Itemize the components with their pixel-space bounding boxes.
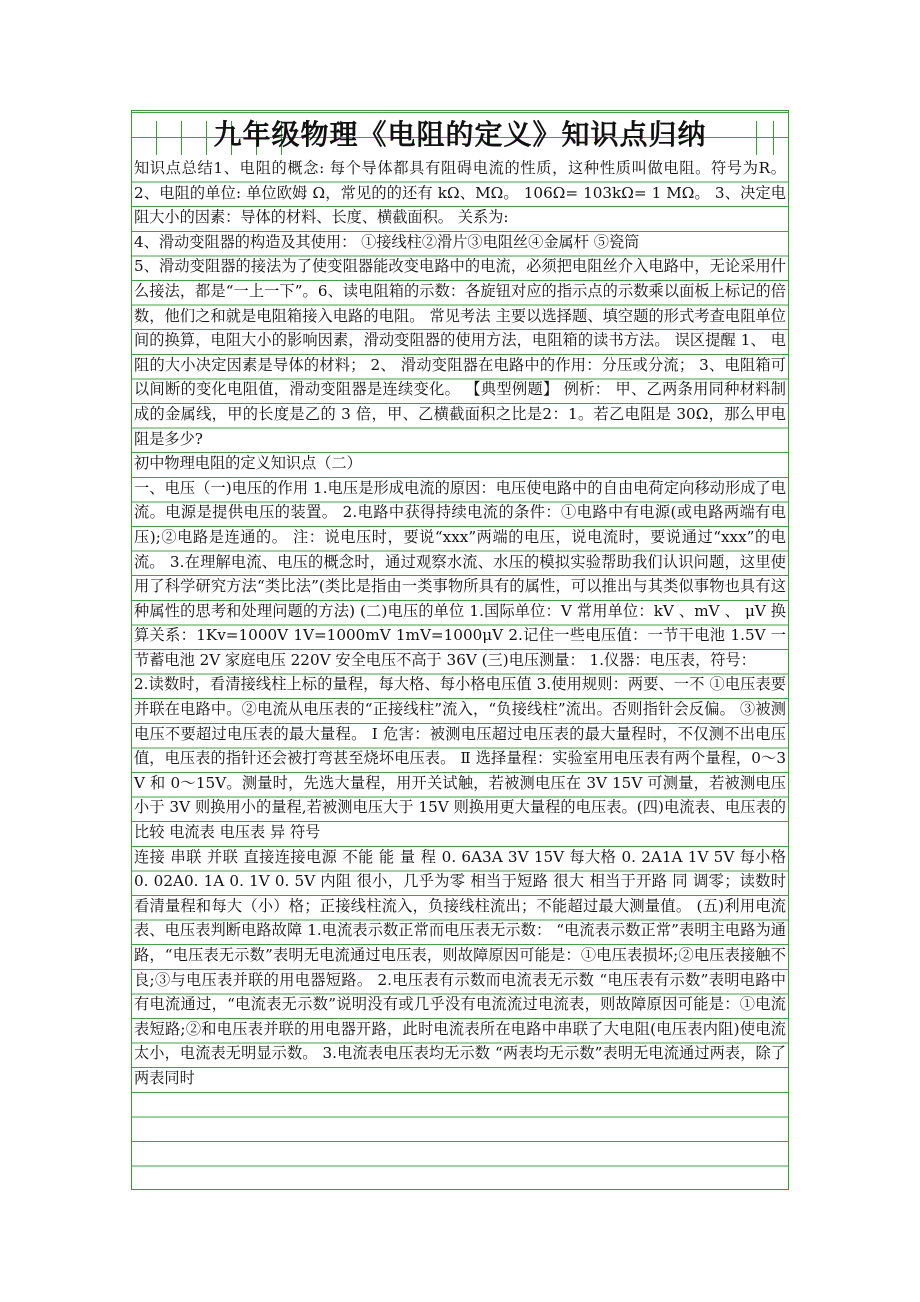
paragraph: 5、滑动变阻器的接法为了使变阻器能改变电路中的电流，必须把电阻丝介入电路中，无论采用什么接法，都是“一上一下”。6、读电阻箱的示数：各旋钮对应的指示点的示数乘以面板上标记的倍数，他们之和就是电阻箱接入电路的电阻。 常见考法 主要以选择题、填空题的形式考查电阻单位间的换算，电阻大小的影响因素，滑动变阻器的使用方法，电阻箱的读书方法。 误区提醒 1、 电阻的大小决定因素是导体的材料； 2、 滑动变阻器在电路中的作用：分压或分流； 3、电阻箱可以间断的变化电阻值，滑动变阻器是连续变化。 【典型例题】 例析： 甲、乙两条用同种材料制成的金属线，甲的长度是乙的 3 倍，甲、乙横截面积之比是2：1。若乙电阻是 30Ω，那么甲电阻是多少? [134, 257, 786, 448]
document-page [131, 110, 789, 1190]
section-heading: 初中物理电阻的定义知识点（二） [134, 454, 362, 473]
paragraph: 4、滑动变阻器的构造及其使用： ①接线柱②滑片③电阻丝④金属杆 ⑤瓷筒 [134, 232, 640, 251]
paragraph: 2.读数时，看清接线柱上标的量程，每大格、每小格电压值 3.使用规则：两要、一不 ①电压表要并联在电路中。②电流从电压表的“正接线柱”流入，“负接线柱”流出。否则指针会反偏。 ③被测电压不要超过电压表的最大量程。 Ⅰ 危害：被测电压超过电压表的最大量程时，不仅测不出电压值，电压表的指针还会被打弯甚至烧坏电压表。 Ⅱ 选择量程：实验室用电压表有两个量程，0～3V 和 0～15V。测量时，先选大量程，用开关试触，若被测电压在 3V 15V 可测量，若被测电压小于 3V 则换用小的量程,若被测电压大于 15V 则换用更大量程的电压表。(四)电流表、电压表的比较 电流表 电压表 异 符号 [134, 675, 786, 842]
paragraph: 一、电压（一)电压的作用 1.电压是形成电流的原因：电压使电路中的自由电荷定向移动形成了电流。电源是提供电压的装置。 2.电路中获得持续电流的条件：①电路中有电源(或电路两端有电压);②电路是连通的。 注：说电压时，要说“xxx”两端的电压，说电流时，要说通过“xxx”的电流。 3.在理解电流、电压的概念时，通过观察水流、水压的模拟实验帮助我们认识问题，这里使用了科学研究方法“类比法”(类比是指由一类事物所具有的属性，可以推出与其类似事物也具有这种属性的思考和处理问题的方法) (二)电压的单位 1.国际单位：V 常用单位：kV 、mV 、 μV 换算关系：1Kv=1000V 1V=1000mV 1mV=1000μV 2.记住一些电压值：一节干电池 1.5V 一节蓄电池 2V 家庭电压 220V 安全电压不高于 36V (三)电压测量： 1.仪器：电压表，符号： [134, 478, 786, 669]
paragraph: 连接 串联 并联 直接连接电源 不能 能 量 程 0. 6A3A 3V 15V 每大格 0. 2A1A 1V 5V 每小格 0. 02A0. 1A 0. 1V 0. 5V 内阻 很小，几乎为零 相当于短路 很大 相当于开路 同 调零；读数时看清量程和每大（小）格；正接线柱流入，负接线柱流出；不能超过最大测量值。 (五)利用电流表、电压表判断电路故障 1.电流表示数正常而电压表无示数： “电流表示数正常”表明主电路为通路，“电压表无示数”表明无电流通过电压表，则故障原因可能是：①电压表损坏;②电压表接触不良;③与电压表并联的用电器短路。 2.电压表有示数而电流表无示数 “电压表有示数”表明电路中有电流通过，“电流表无示数”说明没有或几乎没有电流流过电流表，则故障原因可能是：①电流表短路;②和电压表并联的用电器开路，此时电流表所在电路中串联了大电阻(电压表内阻)使电流太小，电流表无明显示数。 3.电流表电压表均无示数 “两表均无示数”表明无电流通过两表，除了两表同时 [134, 847, 786, 1087]
paragraph: 知识点总结1、电阻的概念: 每个导体都具有阻碍电流的性质，这种性质叫做电阻。符号为R。 2、电阻的单位: 单位欧姆 Ω，常见的的还有 kΩ、MΩ。 106Ω= 103kΩ= 1 MΩ。 3、决定电阻大小的因素：导体的材料、长度、横截面积。 关系为: [134, 159, 786, 227]
document-title: 九年级物理《电阻的定义》知识点归纳 [213, 118, 707, 151]
document-body [134, 156, 786, 1091]
